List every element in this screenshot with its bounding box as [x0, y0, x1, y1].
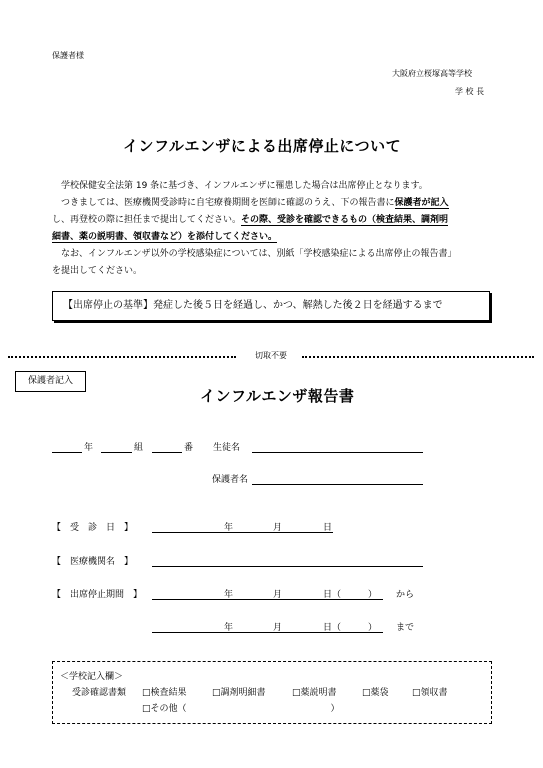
class-field[interactable]	[101, 452, 132, 453]
student-name-field[interactable]	[252, 452, 423, 453]
end-month-unit: 月	[273, 623, 283, 633]
checkbox-prescription[interactable]: □調剤明細書	[212, 688, 266, 698]
until-label: まで	[396, 623, 415, 633]
principal: 学 校 長	[455, 87, 485, 96]
paragraph-3-end: を提出してください。	[52, 266, 143, 276]
checkbox-med-info[interactable]: □薬説明書	[292, 688, 337, 698]
from-label: から	[396, 590, 415, 600]
start-day-unit: 日（ ）	[323, 590, 378, 600]
guardian-entry-stamp: 保護者記入	[15, 371, 86, 392]
checkbox-receipt[interactable]: □領収書	[412, 688, 448, 698]
paragraph-2-cont	[52, 212, 498, 229]
class-unit: 組	[134, 443, 144, 453]
checkbox-other[interactable]: □その他（ ）	[142, 704, 340, 714]
number-unit: 番	[184, 443, 194, 453]
guardian-name-field[interactable]	[252, 484, 423, 485]
letter-body	[52, 178, 498, 280]
cut-label: 切取不要	[255, 351, 287, 360]
grade-field[interactable]	[52, 452, 82, 453]
clinic-field[interactable]	[152, 566, 423, 567]
p2-attach-note-end: 細書、薬の説明書、領収書など）を添付してください。	[52, 232, 278, 242]
clinic-label: 【 医療機関名 】	[52, 557, 134, 567]
checkbox-test-result[interactable]: □検査結果	[142, 688, 187, 698]
paragraph-2-end	[52, 229, 498, 246]
visit-year-unit: 年	[224, 523, 234, 533]
end-day-unit: 日（ ）	[323, 623, 378, 633]
paragraph-2	[52, 195, 498, 212]
visit-date-label: 【 受 診 日 】	[52, 523, 134, 533]
school-name: 大阪府立桜塚高等学校	[392, 69, 472, 78]
p2-text-cont: し、再登校の際に担任まで提出してください。	[52, 215, 242, 225]
grade-unit: 年	[84, 443, 94, 453]
cut-line-right	[302, 356, 534, 358]
student-name-label: 生徒名	[213, 443, 241, 453]
p2-attach-note: その際、受診を確認できるもの（検査結果、調剤明	[241, 215, 449, 225]
confirm-docs-label: 受診確認書類	[72, 688, 127, 698]
paragraph-1: 学校保健安全法第 19 条に基づき、インフルエンザに罹患した場合は出席停止となります。	[61, 181, 428, 191]
p2-text: つきましては、医療機関受診時に自宅療養期間を医師に確認のうえ、下の報告書に	[61, 198, 395, 208]
criteria-box: 【出席停止の基準】発症した後５日を経過し、かつ、解熱した後２日を経過するまで	[52, 291, 490, 321]
checkbox-med-bag[interactable]: □薬袋	[362, 688, 389, 698]
visit-date-field[interactable]	[152, 532, 333, 533]
p2-emphasis: 保護者が記入	[394, 198, 449, 208]
addressee: 保護者様	[52, 51, 84, 60]
cut-line-left	[8, 356, 236, 358]
visit-day-unit: 日	[323, 523, 333, 533]
letter-title: インフルエンザによる出席停止について	[123, 137, 402, 155]
number-field[interactable]	[152, 452, 182, 453]
start-year-unit: 年	[224, 590, 234, 600]
report-title: インフルエンザ報告書	[200, 387, 355, 405]
start-month-unit: 月	[273, 590, 283, 600]
paragraph-3: なお、インフルエンザ以外の学校感染症については、別紙「学校感染症による出席停止の報告書」	[61, 249, 457, 259]
period-label: 【 出席停止期間 】	[52, 590, 143, 600]
visit-month-unit: 月	[273, 523, 283, 533]
guardian-name-label: 保護者名	[212, 475, 249, 485]
school-use-heading: ＜学校記入欄＞	[60, 672, 124, 682]
end-year-unit: 年	[224, 623, 234, 633]
